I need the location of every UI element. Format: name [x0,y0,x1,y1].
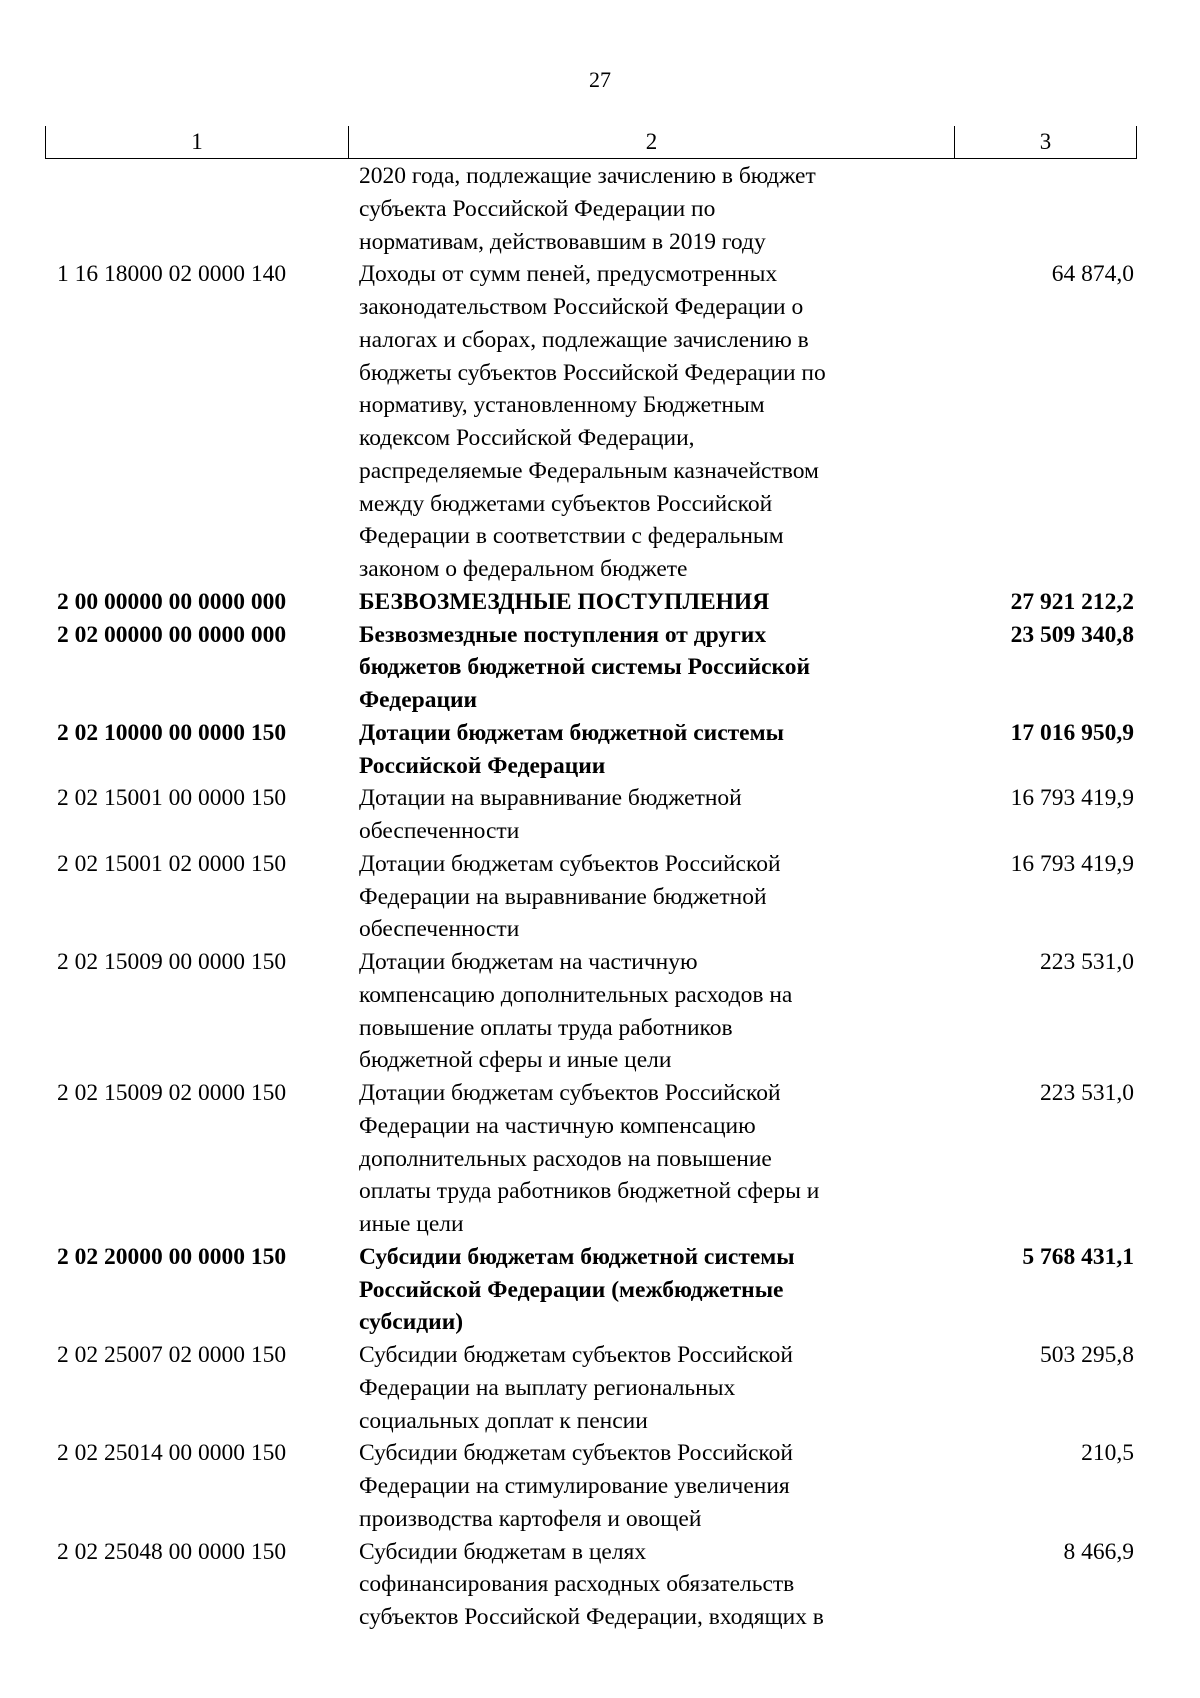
row-description-line: распределяемые Федеральным казначейством [359,457,819,484]
row-value: 17 016 950,9 [1010,719,1134,746]
row-description-line: иные цели [359,1211,464,1237]
row-code [45,160,347,161]
row-description [347,1077,931,1241]
row-description-line: бюджетов бюджетной системы Российской [359,654,811,681]
table-row [45,848,1137,946]
row-description-line: обеспеченности [359,818,520,844]
row-description-line: оплаты труда работников бюджетной сферы и [359,1178,820,1205]
page-number: 27 [589,67,611,92]
row-description-line: Субсидии бюджетам субъектов Российской [359,1440,793,1467]
header-col-2: 2 [348,126,954,158]
row-code: 2 02 15001 02 0000 150 [57,850,287,877]
row-description-line: субсидии) [359,1309,464,1336]
row-description-line: Дотации бюджетам субъектов Российской [359,850,781,877]
row-description [347,782,931,848]
row-value: 210,5 [1081,1440,1134,1467]
row-value: 23 509 340,8 [1010,621,1134,648]
row-description-line: Федерации [359,687,478,713]
table-row [45,1437,1137,1535]
row-value: 223 531,0 [1040,1080,1134,1106]
row-description-line: социальных доплат к пенсии [359,1407,648,1434]
row-description-line: бюджеты субъектов Российской Федерации по [359,359,826,386]
row-code: 2 02 20000 00 0000 150 [57,1243,287,1270]
row-value: 8 466,9 [1063,1538,1134,1565]
row-description-line: Российской Федерации (межбюджетные [359,1276,784,1303]
row-description-line: повышение оплаты труда работников [359,1014,733,1041]
row-description-line: Российской Федерации [359,752,606,779]
row-code: 2 00 00000 00 0000 000 [57,588,287,615]
row-description-line: нормативам, действовавшим в 2019 году [359,228,766,255]
table-body [45,160,1137,1634]
row-description-line: Федерации на выплату региональных [359,1374,736,1401]
row-description-line: законом о федеральном бюджете [359,556,688,582]
row-description-line: Федерации на частичную компенсацию [359,1112,756,1139]
row-code: 1 16 18000 02 0000 140 [57,261,287,288]
table-row [45,619,1137,717]
row-code: 2 02 15009 00 0000 150 [57,949,287,975]
row-value: 5 768 431,1 [1022,1243,1134,1270]
row-description-line: между бюджетами субъектов Российской [359,490,773,517]
row-description [347,1437,931,1535]
row-value [931,160,1134,161]
row-description-line: нормативу, установленному Бюджетным [359,392,765,419]
row-code: 2 02 00000 00 0000 000 [57,621,287,648]
row-description-line: Дотации на выравнивание бюджетной [359,785,742,812]
row-description-line: производства картофеля и овощей [359,1505,702,1532]
row-description-line: Дотации бюджетам субъектов Российской [359,1080,781,1106]
table-row [45,586,1137,619]
row-description-line: Субсидии бюджетам бюджетной системы [359,1243,795,1270]
row-description [347,717,931,783]
table-row [45,1241,1137,1339]
row-description [347,946,931,1077]
row-code: 2 02 15009 02 0000 150 [57,1080,287,1106]
row-code: 2 02 25014 00 0000 150 [57,1440,287,1467]
header-col-1: 1 [45,126,348,158]
table-row [45,160,1137,258]
row-description-line: субъектов Российской Федерации, входящих в [359,1604,824,1630]
row-description-line: компенсацию дополнительных расходов на [359,981,793,1008]
row-value: 16 793 419,9 [1010,785,1134,812]
row-description-line: Субсидии бюджетам в целях [359,1538,647,1565]
row-description [347,1536,931,1634]
row-description-line: Дотации бюджетам бюджетной системы [359,719,784,746]
row-value: 16 793 419,9 [1010,850,1134,877]
table-row [45,1339,1137,1437]
row-description-line: Федерации на стимулирование увеличения [359,1473,790,1499]
row-description-line: Доходы от сумм пеней, предусмотренных [359,261,778,288]
header-col-3: 3 [954,126,1137,158]
table-row [45,1077,1137,1241]
row-description-line: дополнительных расходов на повышение [359,1145,772,1172]
row-description-line: 2020 года, подлежащие зачислению в бюджет [359,163,816,189]
row-description-line: законодательством Российской Федерации о [359,294,804,320]
row-value: 64 874,0 [1051,261,1134,288]
row-description [347,619,931,717]
table-row [45,717,1137,783]
row-description-line: Субсидии бюджетам субъектов Российской [359,1342,793,1368]
row-description [347,258,931,586]
row-description-line: кодексом Российской Федерации, [359,425,695,451]
row-code: 2 02 25007 02 0000 150 [57,1342,287,1368]
row-description-line: софинансирования расходных обязательств [359,1571,795,1598]
row-code: 2 02 25048 00 0000 150 [57,1538,287,1565]
table-row [45,258,1137,586]
row-description-line: обеспеченности [359,916,520,943]
row-code: 2 02 10000 00 0000 150 [57,719,287,746]
row-description-line: Федерации на выравнивание бюджетной [359,883,767,910]
row-description [347,848,931,946]
row-description [347,1339,931,1437]
row-description [347,160,931,258]
row-description-line: бюджетной сферы и иные цели [359,1047,672,1074]
row-description-line: БЕЗВОЗМЕЗДНЫЕ ПОСТУПЛЕНИЯ [359,588,770,615]
row-value: 27 921 212,2 [1010,588,1134,615]
row-description-line: Безвозмездные поступления от других [359,621,767,648]
row-description-line: Дотации бюджетам на частичную [359,949,698,975]
table-row [45,1536,1137,1634]
row-value: 503 295,8 [1040,1342,1134,1368]
row-description-line: Федерации в соответствии с федеральным [359,523,784,550]
table-row [45,782,1137,848]
row-description-line: налогах и сборах, подлежащие зачислению в [359,326,809,353]
row-description [347,586,931,619]
row-code: 2 02 15001 00 0000 150 [57,785,287,812]
row-description [347,1241,931,1339]
row-description-line: субъекта Российской Федерации по [359,195,716,222]
table-header [45,126,1137,159]
row-value: 223 531,0 [1040,949,1134,975]
table-row [45,946,1137,1077]
